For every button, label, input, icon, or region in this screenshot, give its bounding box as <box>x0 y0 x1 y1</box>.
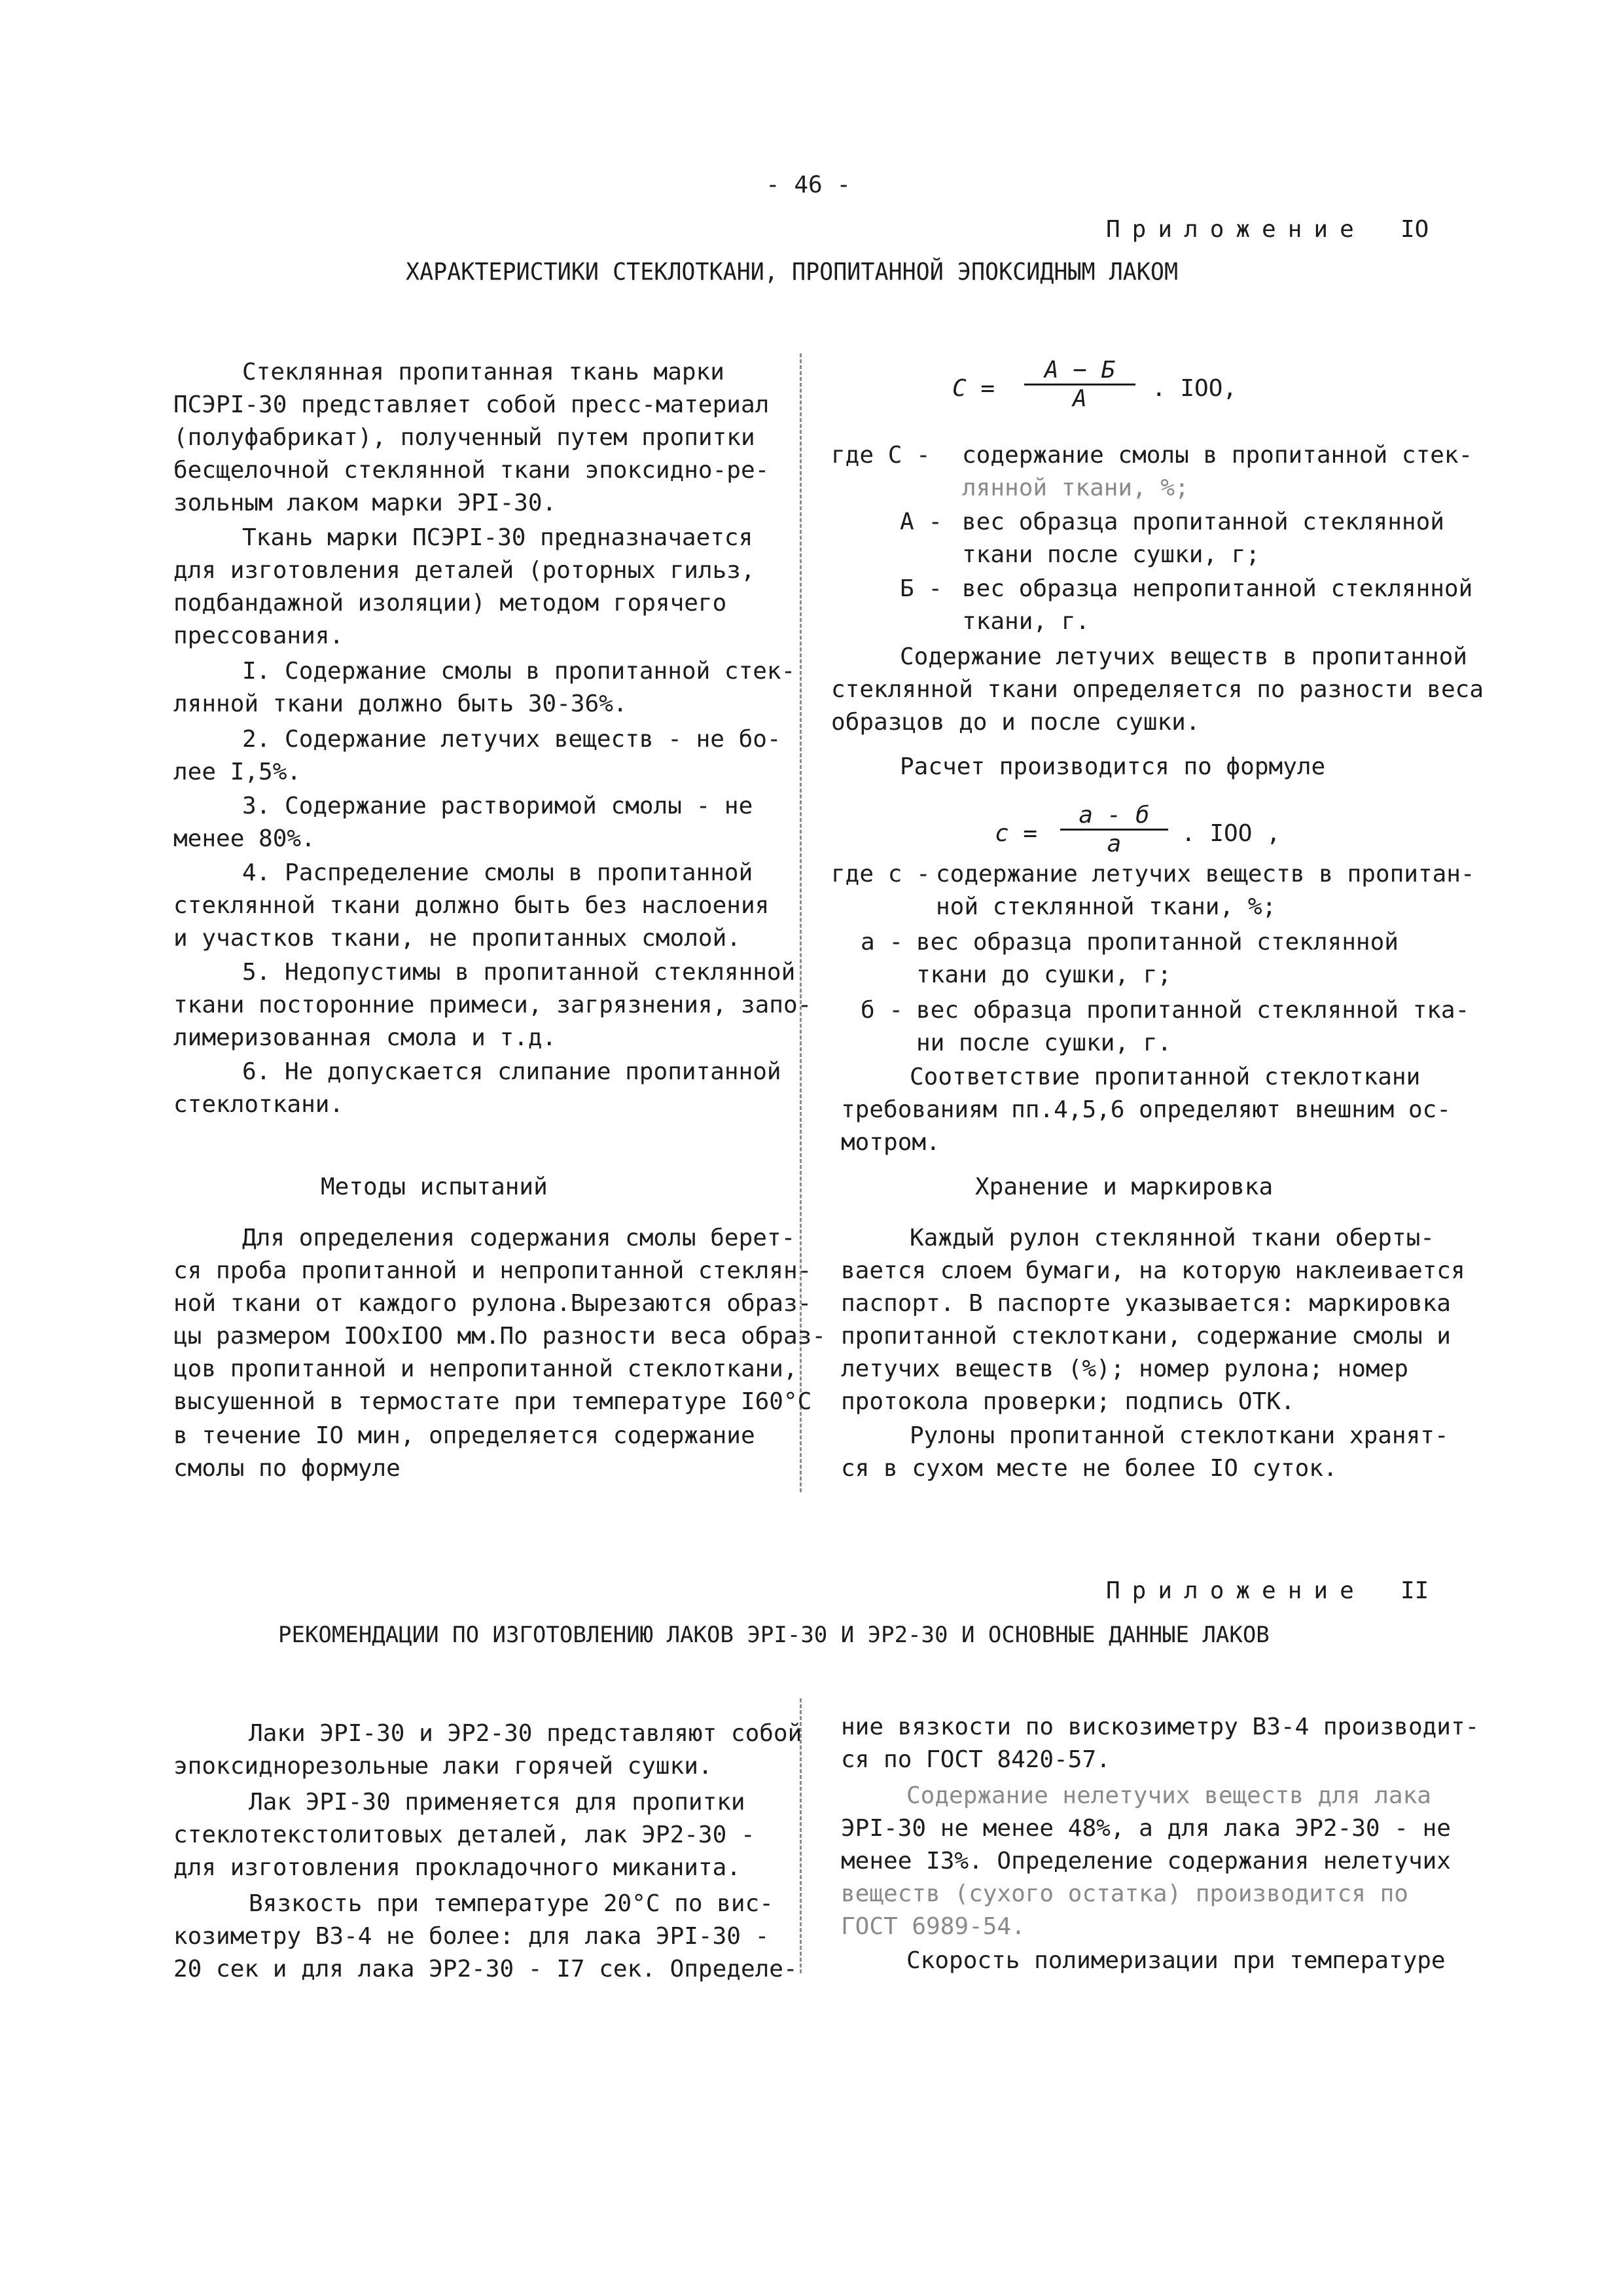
text-line: лее I,5%. <box>173 759 302 785</box>
text-line: прессования. <box>173 622 344 649</box>
text-line: вается слоем бумаги, на которую наклеивается <box>841 1257 1465 1284</box>
text-line: менее 80%. <box>173 825 315 852</box>
text-line: ткани после сушки, г; <box>962 541 1260 568</box>
text-line: протокола проверки; подпись ОТК. <box>841 1388 1295 1415</box>
text-line: ной стеклянной ткани, %; <box>936 893 1277 920</box>
text-line: вес образца пропитанной стеклянной <box>962 509 1444 535</box>
text-line: Вязкость при температуре 20°С по вис- <box>249 1890 774 1917</box>
appendix-10-label: Приложение <box>1106 216 1366 243</box>
text-line: ткани до сушки, г; <box>916 961 1172 988</box>
text-line: лянной ткани должно быть 30-36%. <box>173 691 628 717</box>
text-line: мотром. <box>841 1129 940 1156</box>
text-line: стеклянной ткани должно быть без наслоения <box>173 892 770 919</box>
text-line: ни после сушки, г. <box>916 1030 1172 1056</box>
text-line: требованиям пп.4,5,6 определяют внешним ос- <box>841 1096 1451 1123</box>
text-line: ЭРI-30 не менее 48%, а для лака ЭР2-30 - не <box>841 1815 1451 1842</box>
text-line: вес образца пропитанной стеклянной <box>916 929 1399 956</box>
text-line: веществ (сухого остатка) производится по <box>841 1880 1408 1907</box>
text-line: ГОСТ 6989-54. <box>841 1913 1026 1940</box>
where-prefix: б - <box>861 997 904 1024</box>
text-line: Соответствие пропитанной стеклоткани <box>910 1064 1421 1090</box>
where-prefix: А - <box>900 509 943 535</box>
text-line: Лаки ЭРI-30 и ЭР2-30 представляют собой <box>249 1720 802 1747</box>
text-line: для изготовления прокладочного миканита. <box>173 1854 741 1881</box>
text-line: Каждый рулон стеклянной ткани оберты- <box>910 1225 1435 1251</box>
text-line: Рулоны пропитанной стеклоткани хранят- <box>910 1422 1449 1449</box>
text-line: 20 сек и для лака ЭР2-30 - I7 сек. Определе- <box>173 1956 798 1982</box>
where-prefix: а - <box>861 929 904 956</box>
formula-1-lhs: С = <box>952 375 995 402</box>
appendix-10-title: ХАРАКТЕРИСТИКИ СТЕКЛОТКАНИ, ПРОПИТАННОЙ ЭПОКСИДНЫМ ЛАКОМ <box>406 259 1179 286</box>
where-prefix: Б - <box>900 575 943 602</box>
text-line: Скорость полимеризации при температуре <box>906 1947 1446 1974</box>
formula-2-lhs: с = <box>995 820 1038 847</box>
text-line: вес образца непропитанной стеклянной <box>962 575 1473 602</box>
text-line: в течение IO мин, определяется содержание <box>173 1422 755 1449</box>
text-line: и участков ткани, не пропитанных смолой. <box>173 925 741 952</box>
text-line: I. Содержание смолы в пропитанной стек- <box>242 658 796 685</box>
text-line: ние вязкости по вискозиметру ВЗ-4 производит- <box>841 1713 1480 1740</box>
text-line: 5. Недопустимы в пропитанной стеклянной <box>242 959 796 986</box>
text-line: Лак ЭРI-30 применяется для пропитки <box>249 1789 745 1816</box>
text-line: ной ткани от каждого рулона.Вырезаются образ- <box>173 1290 812 1317</box>
formula-1-denominator: А <box>1073 386 1087 412</box>
text-line: стеклоткани. <box>173 1091 344 1118</box>
text-line: козиметру ВЗ-4 не более: для лака ЭРI-30 - <box>173 1923 770 1950</box>
text-line: высушенной в термостате при температуре I60°С <box>173 1388 812 1415</box>
text-line: летучих веществ (%); номер рулона; номер <box>841 1355 1408 1382</box>
text-line: образцов до и после сушки. <box>831 709 1200 736</box>
text-line: для изготовления деталей (роторных гильз, <box>173 557 755 584</box>
text-line: Содержание нелетучих веществ для лака <box>906 1782 1431 1809</box>
formula-1-tail: . IOO, <box>1152 375 1238 402</box>
where-prefix: где С - <box>831 442 931 469</box>
text-line: стеклотекстолитовых деталей, лак ЭР2-30 - <box>173 1821 755 1848</box>
text-line: Для определения содержания смолы берет- <box>242 1225 796 1251</box>
text-line: содержание смолы в пропитанной стек- <box>962 442 1473 469</box>
text-line: зольным лаком марки ЭРI-30. <box>173 490 557 516</box>
storage-heading: Хранение и маркировка <box>975 1174 1274 1200</box>
text-line: эпоксиднорезольные лаки горячей сушки. <box>173 1753 713 1780</box>
text-line: паспорт. В паспорте указывается: маркировка <box>841 1290 1451 1317</box>
text-line: 4. Распределение смолы в пропитанной <box>242 859 753 886</box>
text-line: лимеризованная смола и т.д. <box>173 1024 557 1051</box>
text-line: 2. Содержание летучих веществ - не бо- <box>242 726 781 753</box>
text-line: (полуфабрикат), полученный путем пропитки <box>173 424 755 451</box>
text-line: ся по ГОСТ 8420-57. <box>841 1746 1111 1773</box>
formula-2-denominator: а <box>1107 831 1122 857</box>
text-line: Стеклянная пропитанная ткань марки <box>242 359 724 386</box>
formula-2-tail: . IOO , <box>1181 820 1281 847</box>
text-line: лянной ткани, %; <box>962 475 1189 501</box>
where-prefix: где с - <box>831 861 931 888</box>
formula-2-numerator: а - б <box>1060 802 1168 831</box>
text-line: ткани, г. <box>962 608 1090 635</box>
text-line: цы размером IOOxIOO мм.По разности веса образ- <box>173 1323 826 1350</box>
formula-1-fraction <box>1024 357 1135 412</box>
text-line: 6. Не допускается слипание пропитанной <box>242 1058 781 1085</box>
appendix-11-label: Приложение <box>1106 1577 1366 1604</box>
page-number: - 46 - <box>766 171 851 198</box>
appendix-11-title: РЕКОМЕНДАЦИИ ПО ИЗГОТОВЛЕНИЮ ЛАКОВ ЭРI-30 И ЭР2-30 И ОСНОВНЫЕ ДАННЫЕ ЛАКОВ <box>278 1622 1270 1648</box>
text-line: пропитанной стеклоткани, содержание смолы и <box>841 1323 1451 1350</box>
appendix-11-number: II <box>1400 1577 1429 1604</box>
text-line: бесщелочной стеклянной ткани эпоксидно-ре- <box>173 457 770 484</box>
text-line: ся проба пропитанной и непропитанной стеклян- <box>173 1257 812 1284</box>
text-line: ся в сухом месте не более IO суток. <box>841 1455 1338 1482</box>
text-line: Содержание летучих веществ в пропитанной <box>900 643 1467 670</box>
formula-2-fraction <box>1060 802 1168 857</box>
text-line: смолы по формуле <box>173 1455 401 1482</box>
text-line: ПСЭРI-30 представляет собой пресс-материал <box>173 391 770 418</box>
text-line: Расчет производится по формуле <box>900 753 1326 780</box>
text-line: содержание летучих веществ в пропитан- <box>936 861 1475 888</box>
methods-heading: Методы испытаний <box>321 1174 548 1200</box>
text-line: 3. Содержание растворимой смолы - не <box>242 793 753 819</box>
text-line: стеклянной ткани определяется по разности веса <box>831 676 1484 703</box>
formula-1-numerator: А − Б <box>1024 357 1135 386</box>
text-line: вес образца пропитанной стеклянной тка- <box>916 997 1470 1024</box>
text-line: ткани посторонние примеси, загрязнения, запо- <box>173 992 812 1018</box>
text-line: подбандажной изоляции) методом горячего <box>173 590 727 617</box>
appendix-10-number: IO <box>1400 216 1429 243</box>
text-line: менее I3%. Определение содержания нелетучих <box>841 1848 1451 1874</box>
text-line: цов пропитанной и непропитанной стеклоткани, <box>173 1355 798 1382</box>
text-line: Ткань марки ПСЭРI-30 предназначается <box>242 524 753 551</box>
